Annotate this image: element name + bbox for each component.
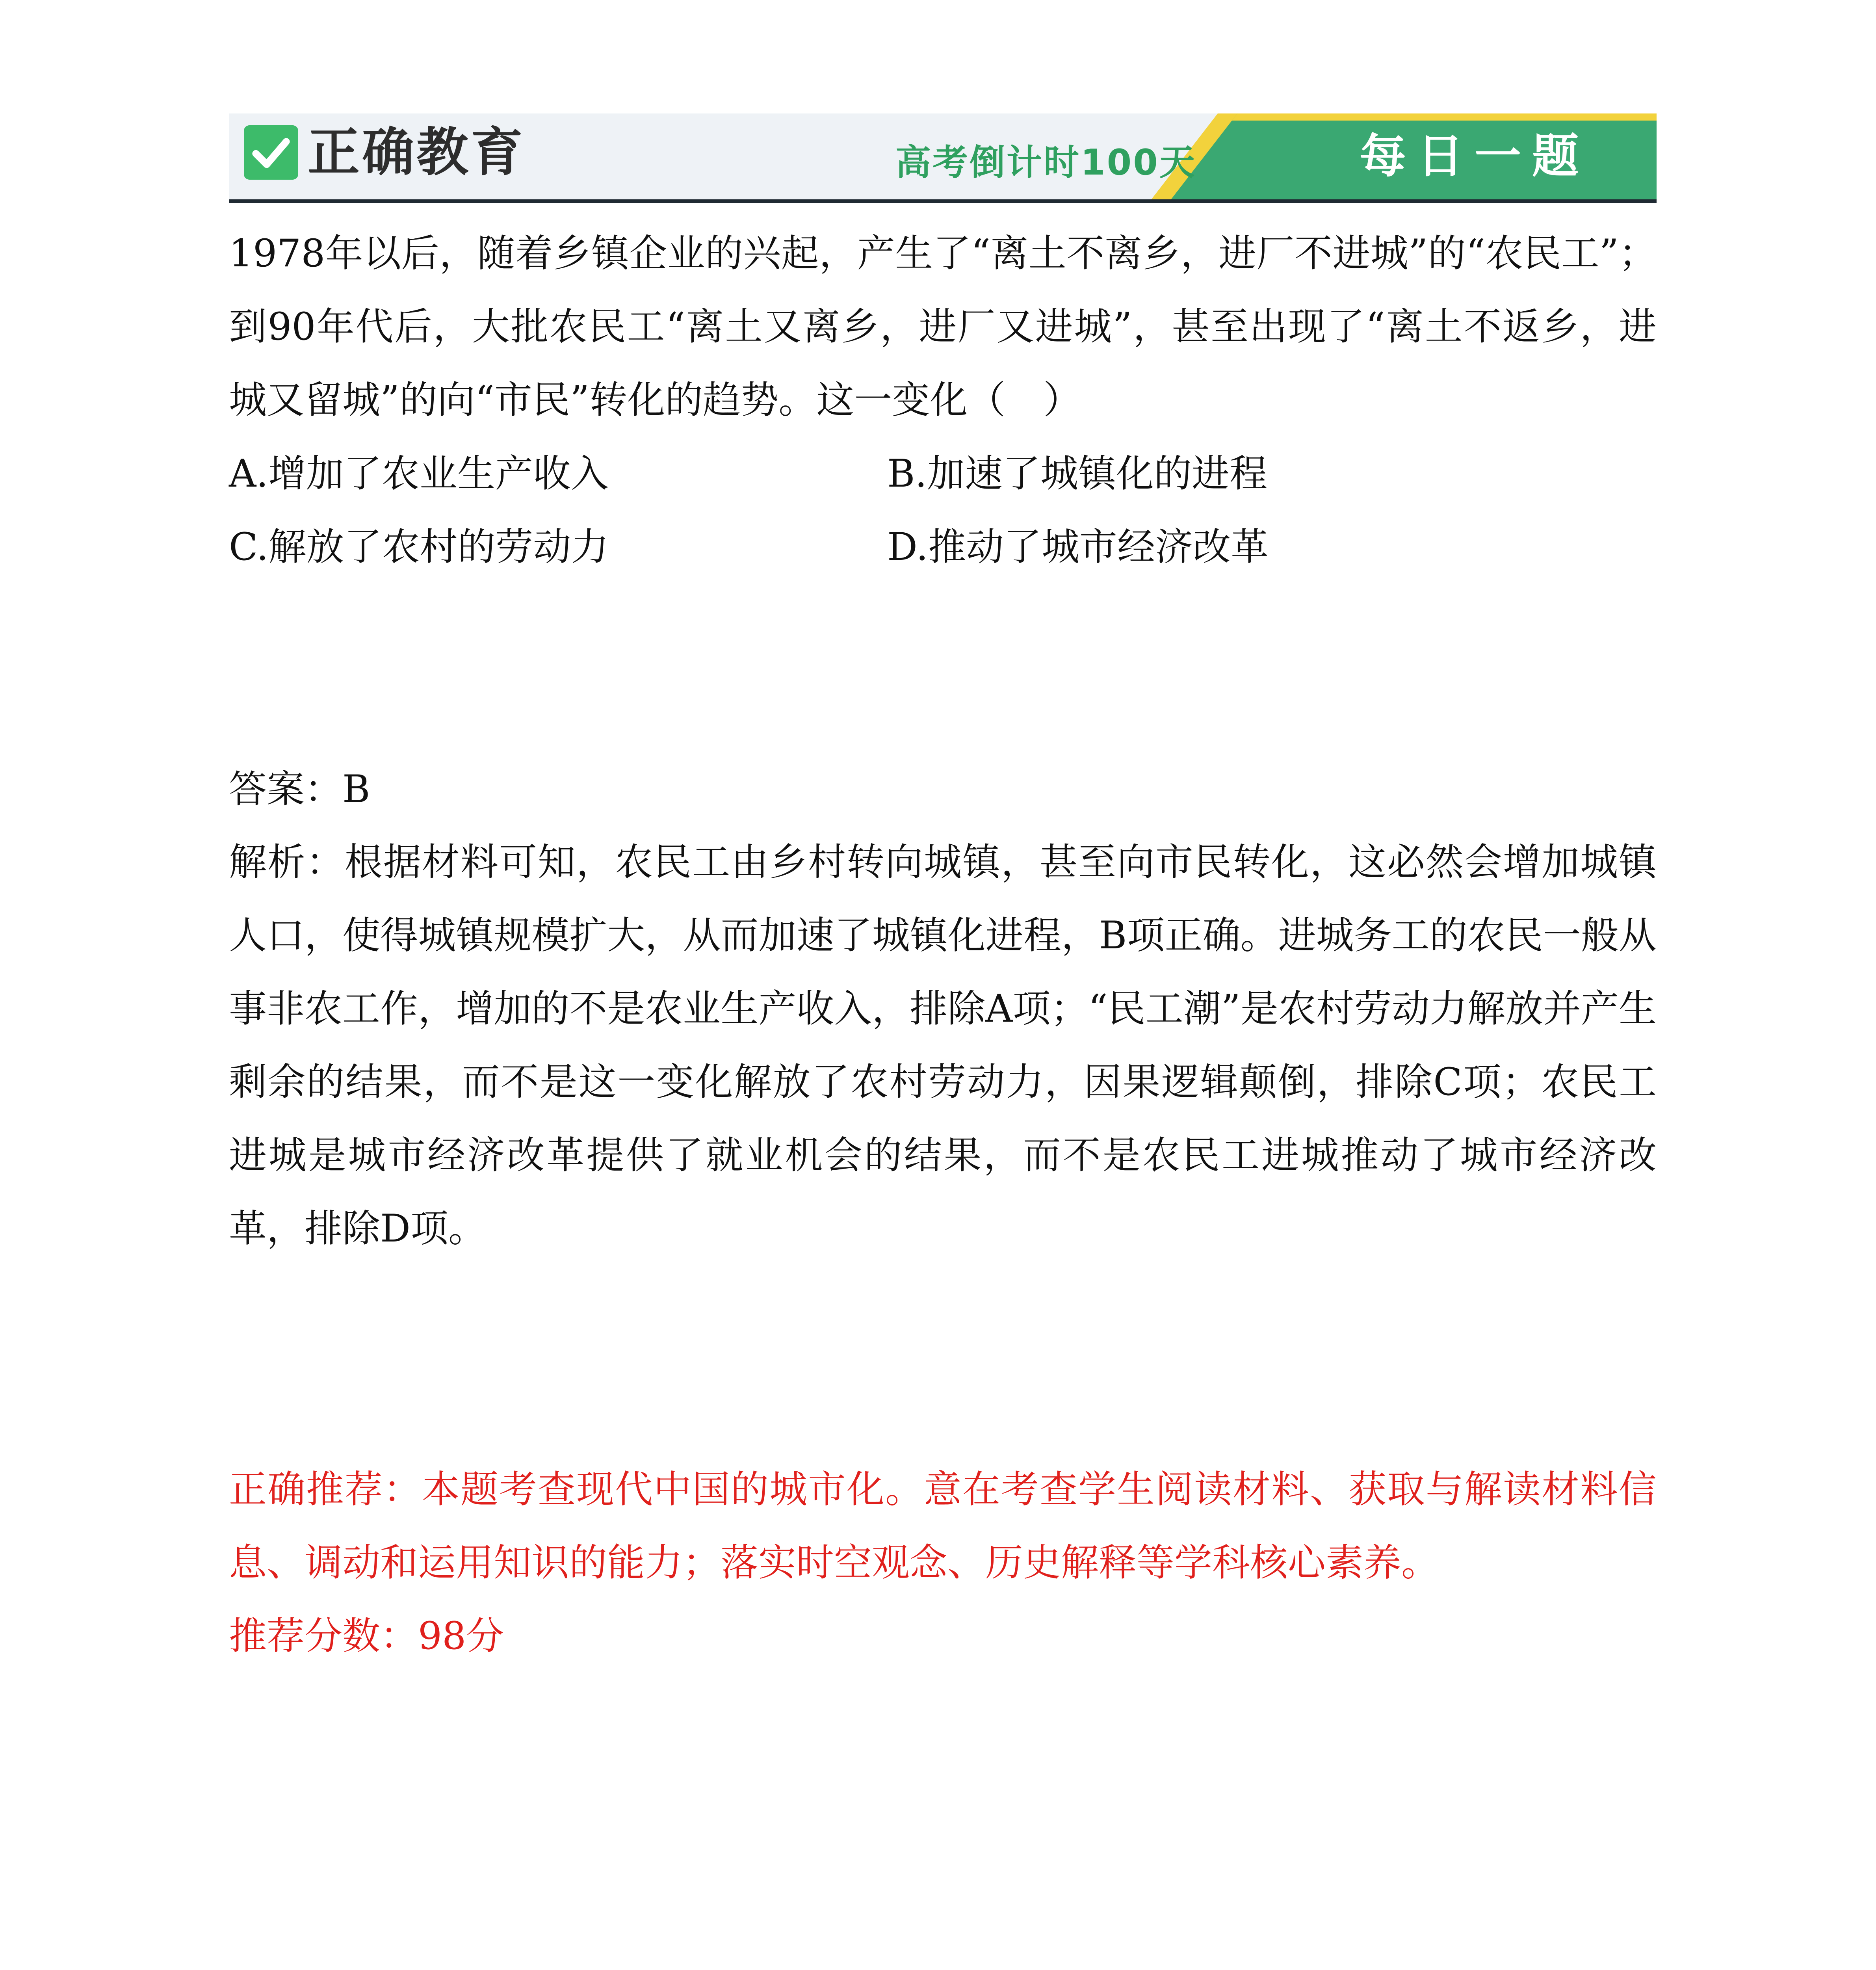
countdown-text: 高考倒计时100天 [895,142,1196,183]
banner-divider [229,199,1657,203]
question-text: 1978年以后，随着乡镇企业的兴起，产生了“离土不离乡，进厂不进城”的“农民工”；到90年代后，大批农民工“离土又离乡，进厂又进城”，甚至出现了“离土不返乡，进城又留城”的向“市民”转化的趋势。这一变化（ ） [229,231,1657,422]
options-row [229,510,1657,584]
recommendation [229,1453,1657,1599]
answer [229,753,1657,826]
recommended-score: 推荐分数：98分 [229,1614,504,1658]
options-row [229,437,1657,510]
brand-name: 正确教育 [308,122,525,183]
header-banner [229,113,1657,205]
option-b: B.加速了城镇化的进程 [887,452,1268,496]
option-c: C.解放了农村的劳动力 [229,525,609,569]
options-grid [229,437,1657,584]
option-a: A.增加了农业生产收入 [229,452,609,496]
analysis-text: 解析：根据材料可知，农民工由乡村转向城镇，甚至向市民转化，这必然会增加城镇人口，使得城镇规模扩大，从而加速了城镇化进程，B项正确。进城务工的农民一般从事非农工作，增加的不是农业生产收入，排除A项；“民工潮”是农村劳动力解放并产生剩余的结果，而不是这一变化解放了农村劳动力，因果逻辑颠倒，排除C项；农民工进城是城市经济改革提供了就业机会的结果，而不是农民工进城推动了城市经济改革，排除D项。 [229,840,1657,1251]
recommendation-text: 正确推荐：本题考查现代中国的城市化。意在考查学生阅读材料、获取与解读材料信息、调动和运用知识的能力；落实时空观念、历史解释等学科核心素养。 [229,1467,1657,1585]
check-icon [244,125,298,180]
question-stem [229,217,1657,437]
analysis [229,825,1657,1265]
answer-text: 答案：B [229,767,370,811]
option-d: D.推动了城市经济改革 [887,525,1269,569]
daily-question-label: 每日一题 [1360,129,1590,183]
